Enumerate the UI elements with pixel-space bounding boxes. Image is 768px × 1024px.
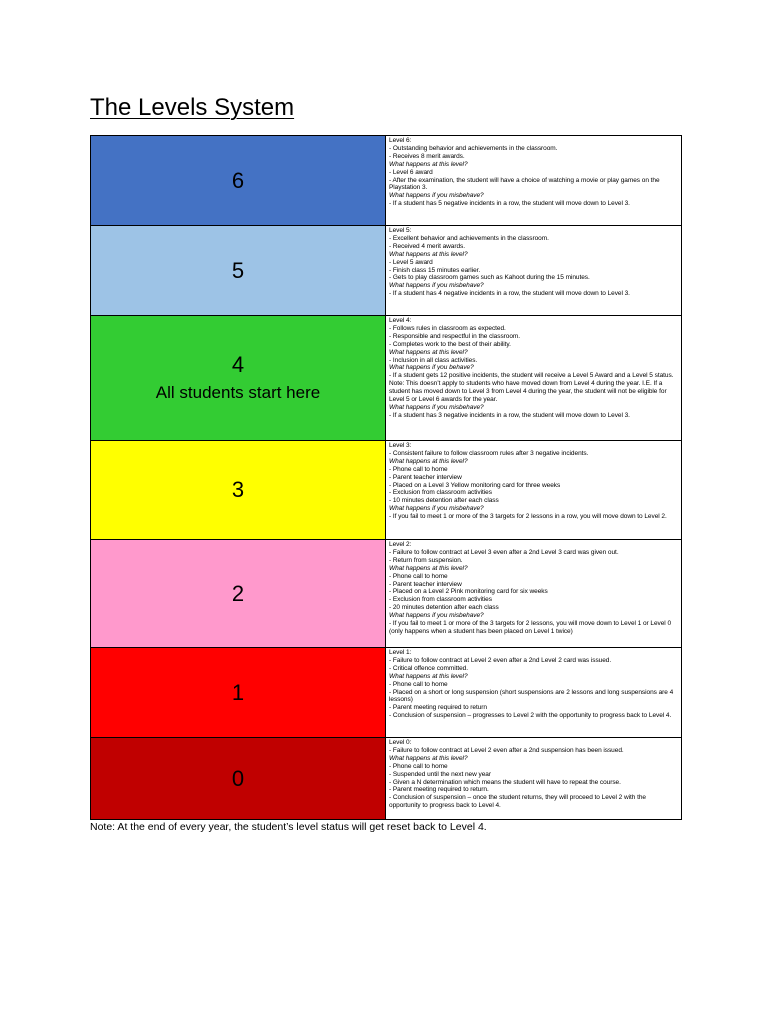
description-line: - Conclusion of suspension – once the student returns, they will proceed to Level 2 with the opportunity to progress back to Level 4. xyxy=(389,794,646,810)
description-line: - Consistent failure to follow classroom rules after 3 negative incidents. xyxy=(389,449,589,457)
level-row-5 xyxy=(91,226,682,316)
description-line: - Phone call to home xyxy=(389,762,448,770)
level-number-cell xyxy=(91,540,386,648)
level-description xyxy=(386,136,682,226)
description-heading: What happens at this level? xyxy=(389,564,468,572)
level-number-cell xyxy=(91,738,386,820)
level-number: 3 xyxy=(231,477,245,502)
description-line: - Placed on a short or long suspension (short suspensions are 2 lessons and long suspensions are 4 lessons) xyxy=(389,688,674,704)
level-number: 2 xyxy=(231,580,245,606)
description-line: - Failure to follow contract at Level 2 even after a 2nd Level 2 card was issued. xyxy=(389,656,612,664)
level-row-2 xyxy=(91,540,682,648)
description-heading: What happens at this level? xyxy=(389,754,468,762)
level-subtitle: All students start here xyxy=(155,383,321,402)
description-line: - Critical offence committed. xyxy=(389,664,468,672)
description-heading: What happens if you misbehave? xyxy=(389,403,484,411)
description-line: - Parent teacher interview xyxy=(389,580,462,588)
level-row-6 xyxy=(91,136,682,226)
description-line: Level 5: xyxy=(389,227,412,234)
description-line: - Placed on a Level 3 Yellow monitoring card for three weeks xyxy=(389,481,561,489)
description-line: - After the examination, the student will have a choice of watching a movie or play games on the Playstation 3. xyxy=(389,176,660,192)
description-heading: What happens if you misbehave? xyxy=(389,282,484,290)
description-line: - Responsible and respectful in the classroom. xyxy=(389,332,521,340)
description-line: - Suspended until the next new year xyxy=(389,770,491,778)
level-number-cell xyxy=(91,316,386,441)
description-line: Level 3: xyxy=(389,442,412,449)
description-heading: What happens if you behave? xyxy=(389,364,474,372)
description-line: - Follows rules in classroom as expected. xyxy=(389,324,506,332)
description-line: - Completes work to the best of their ability. xyxy=(389,340,511,348)
level-number-cell xyxy=(91,648,386,738)
description-line: - Parent meeting required to return xyxy=(389,704,487,712)
level-row-0 xyxy=(91,738,682,820)
description-heading: What happens at this level? xyxy=(389,457,468,465)
description-line: - Outstanding behavior and achievements in the classroom. xyxy=(389,144,558,152)
description-line: - Given a N determination which means the student will have to repeat the course. xyxy=(389,778,621,786)
description-line: - Gets to play classroom games such as Kahoot during the 15 minutes. xyxy=(389,274,590,282)
level-description xyxy=(386,316,682,441)
description-heading: What happens if you misbehave? xyxy=(389,505,484,513)
description-line: - 10 minutes detention after each class xyxy=(389,497,499,505)
description-line: - If a student has 5 negative incidents in a row, the student will move down to Level 3. xyxy=(389,200,630,208)
level-description xyxy=(386,441,682,540)
description-line: - Placed on a Level 2 Pink monitoring card for six weeks xyxy=(389,588,548,596)
description-line: Level 6: xyxy=(389,137,412,144)
level-number: 5 xyxy=(231,257,245,283)
description-line: - Level 5 award xyxy=(389,258,433,266)
description-line: - Inclusion in all class activities. xyxy=(389,356,478,364)
description-line: - Parent teacher interview xyxy=(389,473,462,481)
description-line: - Parent meeting required to return. xyxy=(389,786,489,794)
description-line: - Exclusion from classroom activities xyxy=(389,596,492,604)
level-description xyxy=(386,738,682,820)
description-line: - Phone call to home xyxy=(389,572,448,580)
description-heading: What happens at this level? xyxy=(389,250,468,258)
description-line: - Finish class 15 minutes earlier. xyxy=(389,266,481,274)
description-heading: What happens if you misbehave? xyxy=(389,612,484,620)
level-number-cell xyxy=(91,441,386,540)
level-row-4 xyxy=(91,316,682,441)
level-description xyxy=(386,540,682,648)
footer-note: Note: At the end of every year, the student’s level status will get reset back to Level 4. xyxy=(90,821,487,833)
description-line: - Exclusion from classroom activities xyxy=(389,489,492,497)
description-line: Note: This doesn’t apply to students who have moved down from Level 4 during the year. I.E. If a student has moved down to Level 3 from Level 4 during the year, the student will not be eligible for Level 5 or Level 6 awards for the year. xyxy=(389,380,667,404)
levels-table xyxy=(90,135,682,820)
description-line: Level 4: xyxy=(389,317,412,324)
description-line: - If a student has 3 negative incidents in a row, the student will move down to Level 3. xyxy=(389,411,630,419)
level-number: 0 xyxy=(231,765,245,791)
description-line: - Excellent behavior and achievements in the classroom. xyxy=(389,234,549,242)
level-number-cell xyxy=(91,226,386,316)
description-line: - If a student has 4 negative incidents in a row, the student will move down to Level 3. xyxy=(389,290,630,298)
description-line: - Phone call to home xyxy=(389,465,448,473)
description-line: - Level 6 award xyxy=(389,168,433,176)
level-number: 6 xyxy=(231,167,245,193)
description-heading: What happens at this level? xyxy=(389,348,468,356)
description-line: Level 1: xyxy=(389,649,412,656)
level-number: 4 xyxy=(231,352,245,377)
description-line: - If you fail to meet 1 or more of the 3 targets for 2 lessons, you will move down to Level 1 or Level 0 (only happens when a student has been placed on Level 1 twice) xyxy=(389,620,672,635)
description-line: - Return from suspension. xyxy=(389,556,463,564)
description-line: - Phone call to home xyxy=(389,680,448,688)
description-line: - Conclusion of suspension – progresses to Level 2 with the opportunity to progress back to Level 4. xyxy=(389,712,672,720)
description-heading: What happens if you misbehave? xyxy=(389,192,484,200)
level-number-cell xyxy=(91,136,386,226)
level-description xyxy=(386,226,682,316)
level-row-3 xyxy=(91,441,682,540)
description-line: - Received 4 merit awards. xyxy=(389,242,466,250)
page-title: The Levels System xyxy=(90,94,295,121)
level-number: 1 xyxy=(231,679,245,705)
description-line: - If a student gets 12 positive incidents, the student will receive a Level 5 Award and a Level 5 status. xyxy=(389,372,674,380)
description-heading: What happens at this level? xyxy=(389,160,468,168)
level-row-1 xyxy=(91,648,682,738)
description-line: - Failure to follow contract at Level 2 even after a 2nd suspension has been issued. xyxy=(389,746,624,754)
description-line: - If you fail to meet 1 or more of the 3 targets for 2 lessons in a row, you will move down to Level 2. xyxy=(389,513,667,521)
description-line: Level 2: xyxy=(389,541,412,548)
description-line: Level 0: xyxy=(389,739,412,746)
description-heading: What happens at this level? xyxy=(389,672,468,680)
description-line: - Failure to follow contract at Level 3 even after a 2nd Level 3 card was given out. xyxy=(389,548,619,556)
description-line: - 20 minutes detention after each class xyxy=(389,604,499,612)
level-description xyxy=(386,648,682,738)
description-line: - Receives 8 merit awards. xyxy=(389,152,465,160)
